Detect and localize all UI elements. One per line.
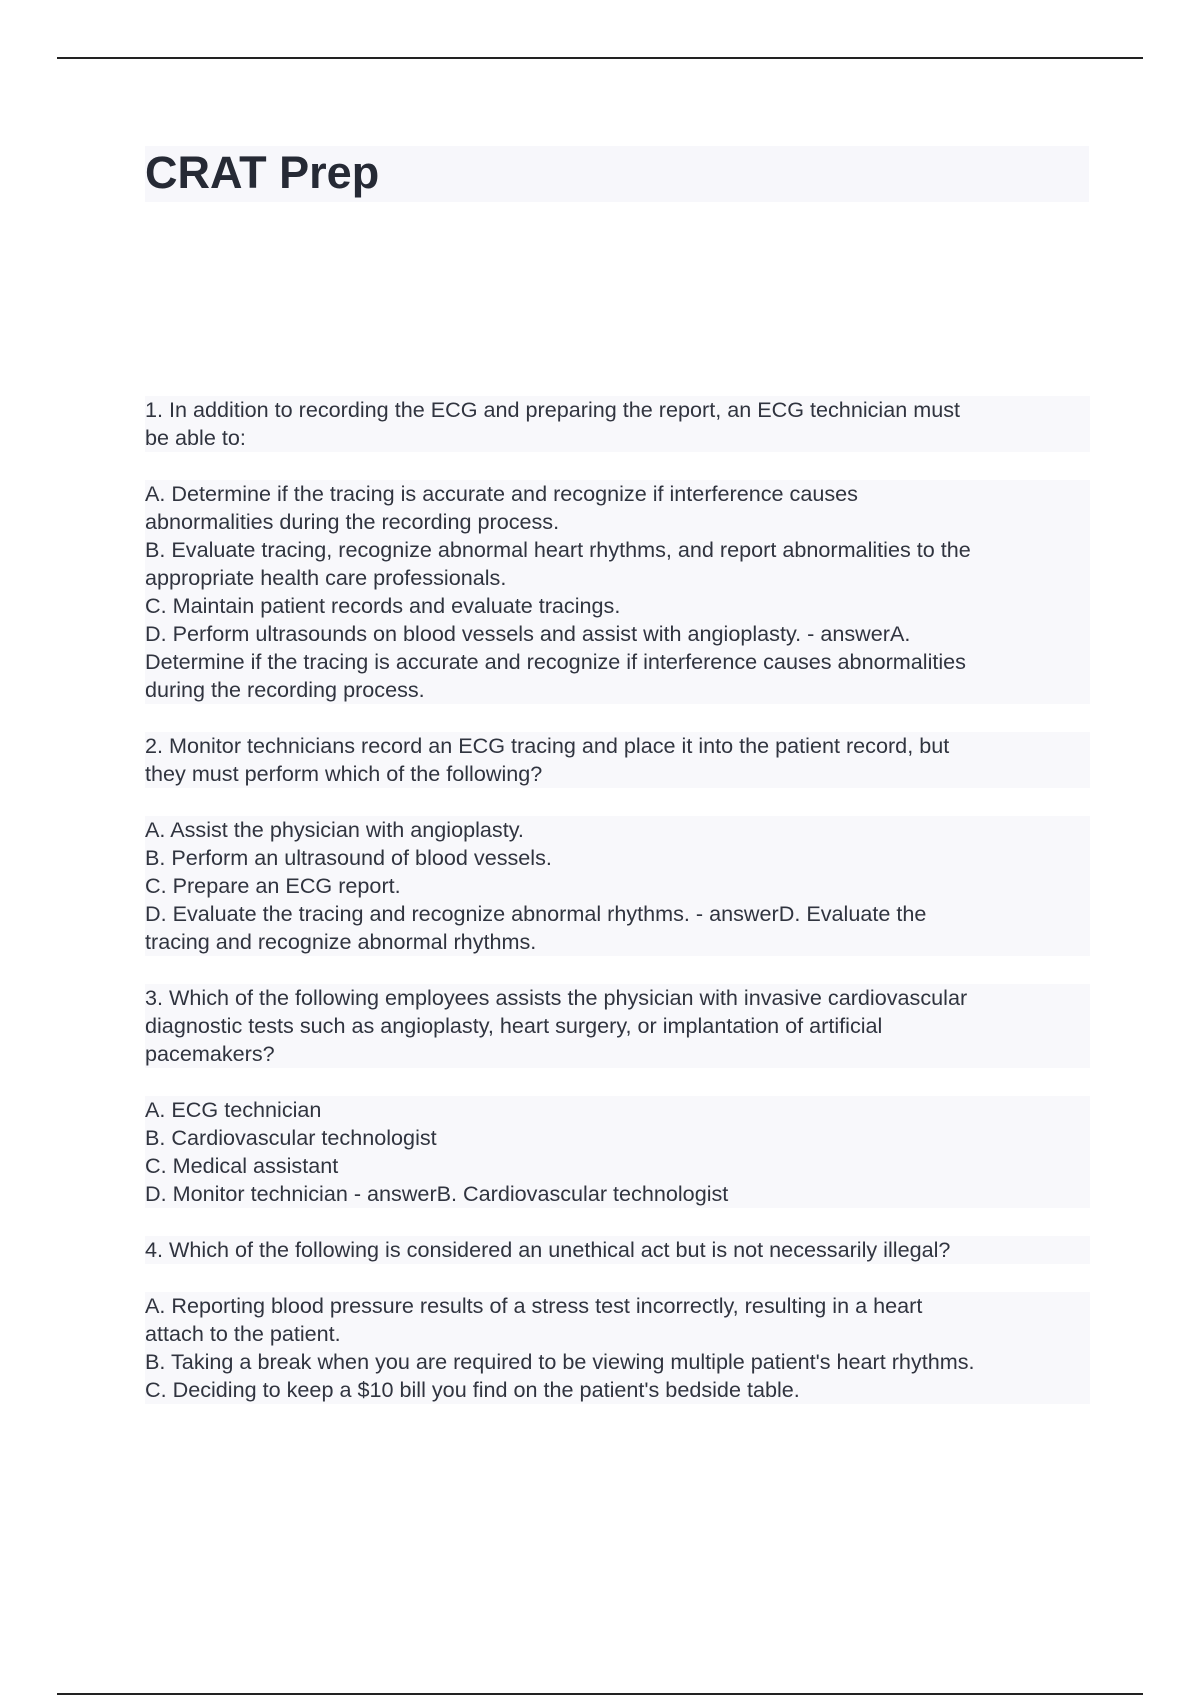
question-3-options — [145, 1096, 1090, 1208]
text-line: A. ECG technician — [145, 1097, 322, 1122]
text-line: B. Evaluate tracing, recognize abnormal heart rhythms, and report abnormalities to the — [145, 537, 971, 562]
question-1-stem — [145, 396, 1090, 452]
question-4-stem — [145, 1236, 1090, 1264]
text-line: D. Evaluate the tracing and recognize abnormal rhythms. - answerD. Evaluate the — [145, 901, 927, 926]
question-2-stem — [145, 732, 1090, 788]
text-line: D. Perform ultrasounds on blood vessels and assist with angioplasty. - answerA. — [145, 621, 911, 646]
text-line: 1. In addition to recording the ECG and preparing the report, an ECG technician must — [145, 397, 961, 422]
question-1-options — [145, 480, 1090, 704]
text-line: B. Perform an ultrasound of blood vessels. — [145, 845, 552, 870]
text-line: pacemakers? — [145, 1041, 275, 1066]
text-line: appropriate health care professionals. — [145, 565, 507, 590]
text-line: abnormalities during the recording process. — [145, 509, 560, 534]
text-line: A. Assist the physician with angioplasty. — [145, 817, 524, 842]
text-line: diagnostic tests such as angioplasty, heart surgery, or implantation of artificial — [145, 1013, 883, 1038]
text-line: 2. Monitor technicians record an ECG tracing and place it into the patient record, but — [145, 733, 950, 758]
text-line: A. Reporting blood pressure results of a stress test incorrectly, resulting in a heart — [145, 1293, 923, 1318]
text-line: Determine if the tracing is accurate and recognize if interference causes abnormalities — [145, 649, 966, 674]
text-line: attach to the patient. — [145, 1321, 341, 1346]
question-list — [145, 396, 1090, 1404]
question-3-stem — [145, 984, 1090, 1068]
question-4-options — [145, 1292, 1090, 1404]
text-line: B. Taking a break when you are required to be viewing multiple patient's heart rhythms. — [145, 1349, 975, 1374]
footer-rule — [57, 1693, 1143, 1695]
text-line: A. Determine if the tracing is accurate and recognize if interference causes — [145, 481, 858, 506]
question-2-options — [145, 816, 1090, 956]
text-line: 4. Which of the following is considered an unethical act but is not necessarily illegal? — [145, 1237, 951, 1262]
text-line: they must perform which of the following? — [145, 761, 543, 786]
text-line: during the recording process. — [145, 677, 425, 702]
text-line: C. Medical assistant — [145, 1153, 339, 1178]
text-line: be able to: — [145, 425, 246, 450]
text-line: C. Deciding to keep a $10 bill you find on the patient's bedside table. — [145, 1377, 800, 1402]
text-line: C. Maintain patient records and evaluate tracings. — [145, 593, 621, 618]
document-title: CRAT Prep — [145, 147, 380, 198]
header-rule — [57, 57, 1143, 59]
text-line: D. Monitor technician - answerB. Cardiovascular technologist — [145, 1181, 729, 1206]
text-line: 3. Which of the following employees assists the physician with invasive cardiovascular — [145, 985, 968, 1010]
text-line: C. Prepare an ECG report. — [145, 873, 401, 898]
text-line: B. Cardiovascular technologist — [145, 1125, 437, 1150]
text-line: tracing and recognize abnormal rhythms. — [145, 929, 537, 954]
